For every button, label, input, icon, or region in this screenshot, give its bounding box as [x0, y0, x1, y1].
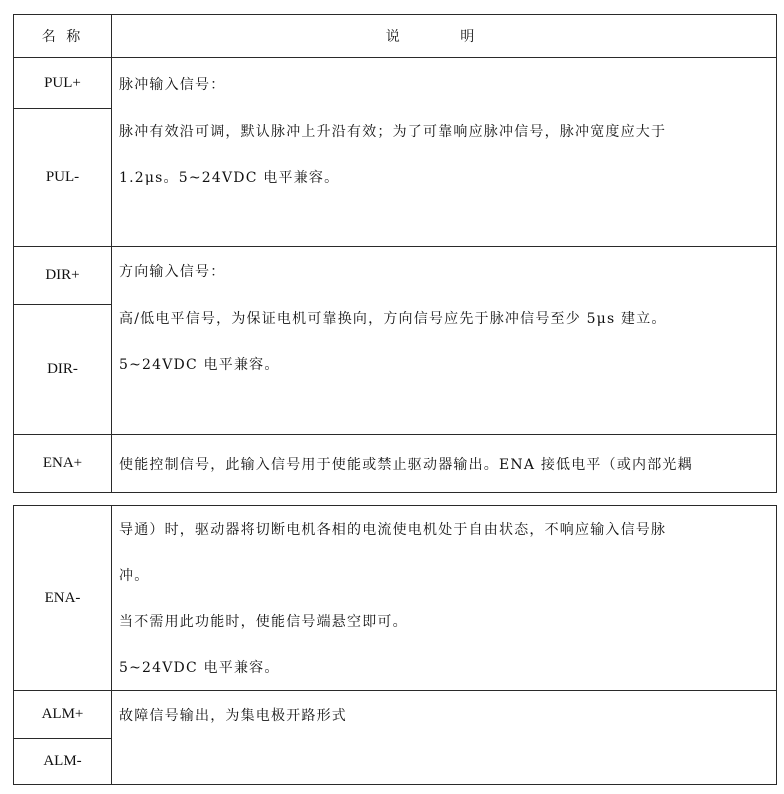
signal-dir-minus: DIR-	[14, 305, 112, 435]
header-description: 说 明	[112, 15, 777, 58]
desc-line: 冲。	[119, 567, 150, 584]
desc-line: 故障信号输出，为集电极开路形式	[119, 708, 347, 724]
header-name: 名 称	[14, 15, 112, 58]
signal-table-part-2	[13, 505, 777, 785]
table-row	[14, 506, 777, 691]
desc-line: 5~24VDC 电平兼容。	[119, 660, 280, 676]
desc-line: 脉冲输入信号：	[119, 76, 226, 93]
signal-alm-minus: ALM-	[14, 739, 112, 785]
table-header-row	[14, 15, 777, 58]
dir-description	[112, 247, 777, 435]
desc-line: 高/低电平信号，为保证电机可靠换向，方向信号应先于脉冲信号至少 5μs 建立。	[119, 311, 667, 327]
desc-line: 1.2μs。5~24VDC 电平兼容。	[119, 170, 340, 186]
desc-line: 方向输入信号：	[119, 264, 226, 280]
table-row	[14, 58, 777, 109]
desc-line: 导通）时，驱动器将切断电机各相的电流使电机处于自由状态，不响应输入信号脉	[119, 521, 667, 538]
signal-table-part-1	[13, 14, 777, 493]
desc-line: 使能控制信号，此输入信号用于使能或禁止驱动器输出。ENA 接低电平（或内部光耦	[119, 456, 693, 473]
signal-pul-plus: PUL+	[14, 58, 112, 109]
table-row	[14, 691, 777, 739]
signal-alm-plus: ALM+	[14, 691, 112, 739]
ena-minus-description	[112, 506, 777, 691]
pul-description	[112, 58, 777, 247]
desc-line: 脉冲有效沿可调，默认脉冲上升沿有效；为了可靠响应脉冲信号，脉冲宽度应大于	[119, 124, 667, 140]
signal-ena-plus: ENA+	[14, 435, 112, 493]
signal-ena-minus: ENA-	[14, 506, 112, 691]
alm-description	[112, 691, 777, 785]
table-row	[14, 435, 777, 493]
desc-line: 当不需用此功能时，使能信号端悬空即可。	[119, 614, 408, 630]
signal-pul-minus: PUL-	[14, 109, 112, 247]
signal-dir-plus: DIR+	[14, 247, 112, 305]
table-row	[14, 247, 777, 305]
desc-line: 5~24VDC 电平兼容。	[119, 357, 280, 373]
ena-plus-description	[112, 435, 777, 493]
